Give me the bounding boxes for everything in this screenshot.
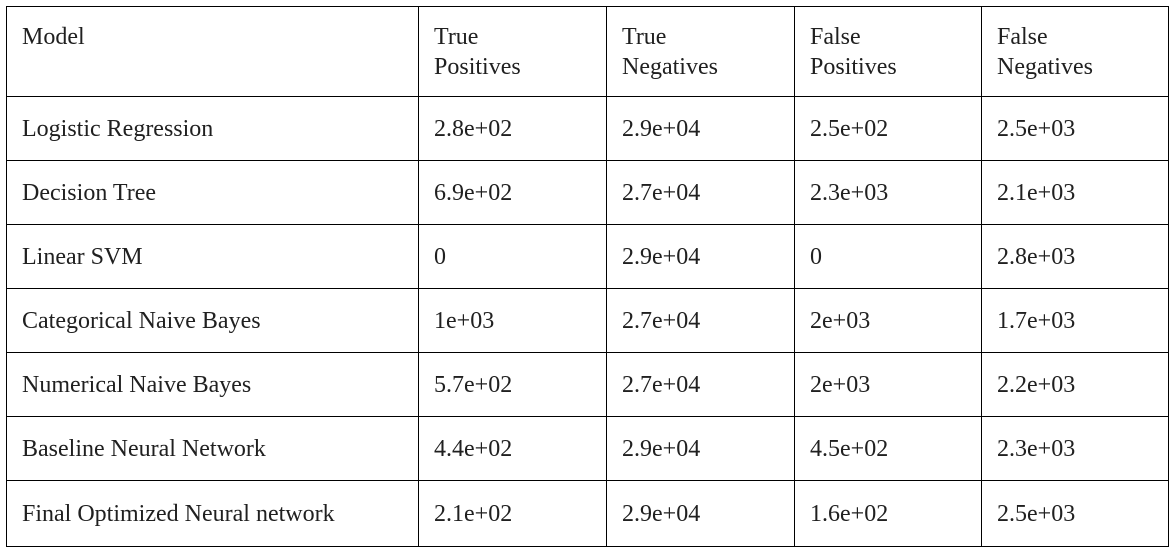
false-negatives-cell: 2.2e+03 (982, 353, 1169, 417)
true-negatives-cell: 2.9e+04 (607, 417, 795, 481)
header-true-negatives (607, 7, 795, 97)
table-row (7, 289, 1169, 353)
table-row (7, 417, 1169, 481)
model-name-cell: Decision Tree (7, 161, 419, 225)
header-model-label: Model (22, 24, 85, 50)
false-positives-cell: 1.6e+02 (795, 481, 982, 547)
false-negatives-cell: 2.8e+03 (982, 225, 1169, 289)
model-name-cell: Logistic Regression (7, 97, 419, 161)
confusion-results-table (6, 6, 1169, 547)
true-negatives-cell: 2.7e+04 (607, 353, 795, 417)
header-false-negatives (982, 7, 1169, 97)
header-line: Negatives (997, 54, 1093, 80)
results-table-container (6, 6, 1169, 547)
false-positives-cell: 2.5e+02 (795, 97, 982, 161)
table-row (7, 161, 1169, 225)
header-line: False (810, 24, 861, 50)
false-negatives-cell: 2.5e+03 (982, 97, 1169, 161)
model-name-cell: Baseline Neural Network (7, 417, 419, 481)
false-positives-cell: 0 (795, 225, 982, 289)
table-header-row (7, 7, 1169, 97)
true-negatives-cell: 2.9e+04 (607, 97, 795, 161)
false-negatives-cell: 2.5e+03 (982, 481, 1169, 547)
false-positives-cell: 4.5e+02 (795, 417, 982, 481)
header-line: Negatives (622, 54, 718, 80)
header-line: Positives (434, 54, 521, 80)
true-positives-cell: 0 (419, 225, 607, 289)
model-name-cell: Numerical Naive Bayes (7, 353, 419, 417)
model-name-cell: Linear SVM (7, 225, 419, 289)
false-negatives-cell: 1.7e+03 (982, 289, 1169, 353)
header-line: True (622, 24, 667, 50)
true-negatives-cell: 2.9e+04 (607, 225, 795, 289)
true-positives-cell: 2.8e+02 (419, 97, 607, 161)
header-model (7, 7, 419, 97)
table-row (7, 481, 1169, 547)
false-negatives-cell: 2.3e+03 (982, 417, 1169, 481)
table-row (7, 97, 1169, 161)
header-false-positives (795, 7, 982, 97)
model-name-cell: Categorical Naive Bayes (7, 289, 419, 353)
model-name-cell: Final Optimized Neural network (7, 481, 419, 547)
false-positives-cell: 2.3e+03 (795, 161, 982, 225)
true-negatives-cell: 2.7e+04 (607, 289, 795, 353)
true-positives-cell: 2.1e+02 (419, 481, 607, 547)
table-row (7, 353, 1169, 417)
true-negatives-cell: 2.7e+04 (607, 161, 795, 225)
false-positives-cell: 2e+03 (795, 353, 982, 417)
true-positives-cell: 6.9e+02 (419, 161, 607, 225)
header-true-positives (419, 7, 607, 97)
table-row (7, 225, 1169, 289)
header-line: True (434, 24, 479, 50)
true-positives-cell: 1e+03 (419, 289, 607, 353)
header-line: Positives (810, 54, 897, 80)
true-positives-cell: 5.7e+02 (419, 353, 607, 417)
true-negatives-cell: 2.9e+04 (607, 481, 795, 547)
false-negatives-cell: 2.1e+03 (982, 161, 1169, 225)
true-positives-cell: 4.4e+02 (419, 417, 607, 481)
header-line: False (997, 24, 1048, 50)
false-positives-cell: 2e+03 (795, 289, 982, 353)
